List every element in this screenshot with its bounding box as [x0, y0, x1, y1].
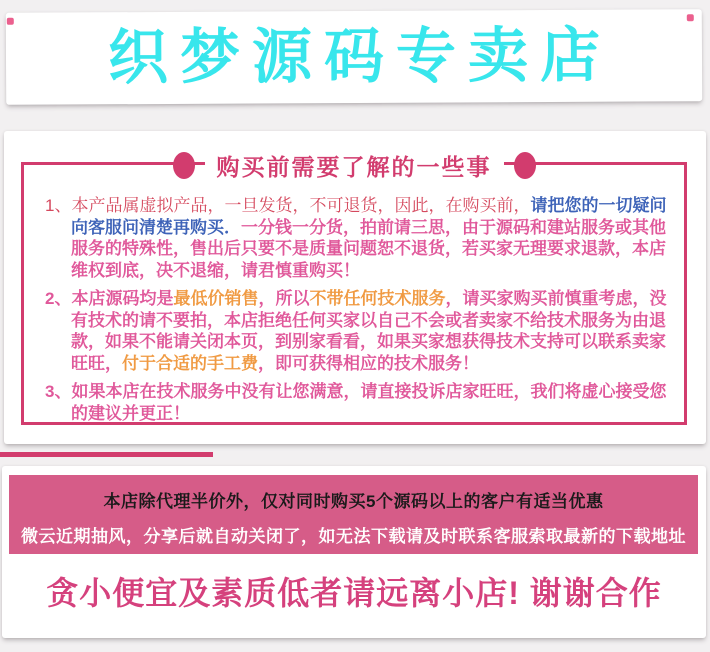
banner-download-notice: 微云近期抽风，分享后就自动关闭了，如无法下载请及时联系客服索取最新的下载地址: [21, 527, 686, 546]
notice-text-segment: 本店源码均是: [71, 289, 174, 308]
notice-text-segment: 服务的特殊性，售出后只要不是质量问题恕不退货，若买家无理要求退款，本店: [71, 239, 666, 258]
notice-text-segment: 最低价销售: [173, 289, 259, 308]
paint-speck-icon: [687, 14, 694, 21]
decor-strip: [0, 452, 213, 457]
notice-item-number: 2、: [45, 289, 72, 308]
notice-text-segment: 请把您的一切疑问: [530, 196, 667, 215]
notice-header: [24, 148, 684, 182]
notice-title: 购买前需要了解的一些事: [205, 149, 504, 182]
notice-text-segment: 有技术的请不要拍，本店拒绝任何买家以自己不会或者卖家不给技术服务为由退: [71, 310, 666, 330]
notice-text-segment: 的建议并更正！: [71, 403, 190, 423]
notice-list: [24, 165, 684, 424]
notice-text-segment: ，请买家购买前慎重考虑，没: [445, 289, 667, 308]
store-title-box: [6, 9, 702, 105]
notice-text-segment: ，即可获得相应的技术服务！: [258, 353, 479, 373]
notice-line: [45, 331, 666, 353]
notice-text-segment: 一分钱一分货，拍前请三思，由于源码和建站服务或其他: [241, 217, 666, 237]
notice-line: [45, 260, 660, 282]
footer-warning-text: 贪小便宜及素质低者请远离小店! 谢谢合作: [46, 575, 662, 611]
notice-text-segment: 向客服问清楚再购买．: [71, 217, 241, 237]
banner-discount-text: 本店除代理半价外，仅对同时购买5个源码以上的客户有适当优惠: [103, 492, 604, 511]
notice-text-segment: 旺旺，: [71, 353, 122, 373]
notice-text-segment: 付于合适的手工费: [122, 353, 258, 373]
discount-banner: [9, 475, 698, 554]
notice-text-segment: 维权到底，决不退缩，请君慎重购买！: [71, 260, 360, 280]
left-dot-icon: [173, 152, 195, 179]
notice-frame: [21, 153, 687, 425]
notice-item-number: 3、: [45, 382, 72, 401]
notice-item: [45, 288, 667, 374]
notice-text-segment: ，所以: [258, 289, 310, 308]
notice-item: [45, 195, 667, 281]
notice-text-segment: 本产品属虚拟产品，一旦发货，不可退货，因此，在购买前，: [71, 196, 531, 215]
store-title: 织梦源码专卖店: [107, 21, 613, 92]
notice-text-segment: 不带任何技术服务: [309, 289, 446, 308]
notice-item-number: 1、: [45, 196, 72, 215]
notice-line: [45, 381, 667, 403]
notice-line: [45, 217, 666, 239]
notice-text-segment: 如果本店在技术服务中没有让您满意，请直接投诉店家旺旺，我们将虚心接受您: [71, 382, 667, 401]
footer-box: [2, 466, 706, 638]
paint-speck-icon: [7, 18, 14, 25]
notice-line: [45, 288, 667, 310]
notice-line: [45, 238, 666, 260]
right-dot-icon: [514, 152, 536, 179]
notice-line: [45, 310, 666, 332]
notice-line: [45, 195, 667, 217]
notice-box: [4, 131, 706, 444]
notice-line: [45, 403, 660, 425]
notice-item: [45, 381, 667, 424]
notice-line: [45, 353, 660, 375]
notice-text-segment: 款，如果不能请关闭本页，到别家看看，如果买家想获得技术支持可以联系卖家: [71, 332, 666, 351]
